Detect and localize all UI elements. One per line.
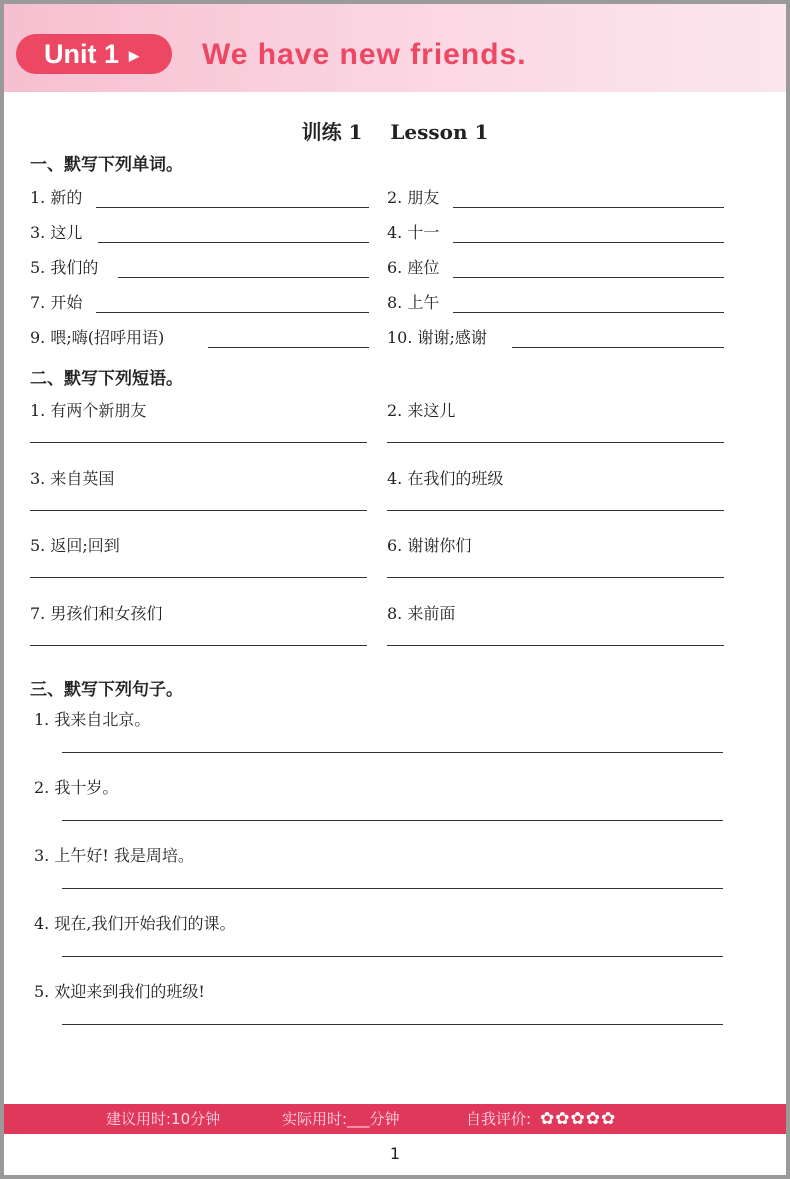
suggested-time: 建议用时:10分钟 xyxy=(106,1110,221,1128)
answer-line[interactable] xyxy=(453,277,724,278)
word-label: 4. 十一 xyxy=(387,223,440,242)
answer-line[interactable] xyxy=(30,577,367,578)
answer-line[interactable] xyxy=(387,577,724,578)
sentence-label: 1. 我来自北京。 xyxy=(34,710,151,729)
section-heading: 二、默写下列短语。 xyxy=(30,369,183,389)
footer-band xyxy=(4,1104,786,1134)
phrase-label: 7. 男孩们和女孩们 xyxy=(30,603,163,623)
section-heading: 三、默写下列句子。 xyxy=(30,680,183,700)
phrase-label: 1. 有两个新朋友 xyxy=(30,401,147,420)
unit-label: Unit 1 xyxy=(44,39,120,69)
word-label: 7. 开始 xyxy=(30,293,83,312)
phrase-label: 5. 返回;回到 xyxy=(30,536,120,555)
word-label: 1. 新的 xyxy=(30,188,83,207)
phrase-label: 3. 来自英国 xyxy=(30,468,115,488)
answer-line[interactable] xyxy=(387,442,724,443)
answer-line[interactable] xyxy=(30,510,367,511)
word-label: 10. 谢谢;感谢 xyxy=(387,328,487,347)
phrase-label: 2. 来这儿 xyxy=(387,401,456,420)
word-label: 6. 座位 xyxy=(387,258,440,277)
answer-line[interactable] xyxy=(453,207,724,208)
answer-line[interactable] xyxy=(62,956,723,957)
answer-line[interactable] xyxy=(62,820,723,821)
sentence-label: 5. 欢迎来到我们的班级! xyxy=(34,982,205,1001)
phrase-label: 6. 谢谢你们 xyxy=(387,536,472,555)
answer-line[interactable] xyxy=(208,347,369,348)
worksheet-page xyxy=(4,4,786,1175)
answer-line[interactable] xyxy=(118,277,369,278)
self-evaluation-label: 自我评价: xyxy=(466,1110,532,1128)
answer-line[interactable] xyxy=(30,645,367,646)
answer-line[interactable] xyxy=(96,312,369,313)
answer-line[interactable] xyxy=(387,510,724,511)
unit-badge xyxy=(16,34,172,74)
answer-line[interactable] xyxy=(512,347,724,348)
answer-line[interactable] xyxy=(62,888,723,889)
word-label: 5. 我们的 xyxy=(30,258,99,277)
phrase-label: 8. 来前面 xyxy=(387,603,456,623)
page-title: 训练 1 Lesson 1 xyxy=(301,120,489,144)
answer-line[interactable] xyxy=(96,207,369,208)
actual-time: 实际用时:___分钟 xyxy=(282,1110,400,1128)
answer-line[interactable] xyxy=(30,442,367,443)
sentence-label: 4. 现在,我们开始我们的课。 xyxy=(34,914,236,933)
triangle-right-icon: ▶ xyxy=(129,47,140,63)
sentence-label: 2. 我十岁。 xyxy=(34,778,119,797)
section-heading: 一、默写下列单词。 xyxy=(30,155,183,175)
answer-line[interactable] xyxy=(98,242,369,243)
answer-line[interactable] xyxy=(453,312,724,313)
word-label: 9. 喂;嗨(招呼用语) xyxy=(30,328,165,347)
answer-line[interactable] xyxy=(62,1024,723,1025)
flower-rating-icons[interactable]: ✿✿✿✿✿ xyxy=(540,1109,617,1129)
phrase-label: 4. 在我们的班级 xyxy=(387,468,504,488)
sentence-label: 3. 上午好! 我是周培。 xyxy=(34,846,194,865)
answer-line[interactable] xyxy=(62,752,723,753)
word-label: 2. 朋友 xyxy=(387,188,440,207)
unit-theme: We have new friends. xyxy=(202,38,527,71)
word-label: 3. 这儿 xyxy=(30,223,83,242)
page-number: 1 xyxy=(389,1144,401,1163)
answer-line[interactable] xyxy=(453,242,724,243)
answer-line[interactable] xyxy=(387,645,724,646)
word-label: 8. 上午 xyxy=(387,293,440,312)
